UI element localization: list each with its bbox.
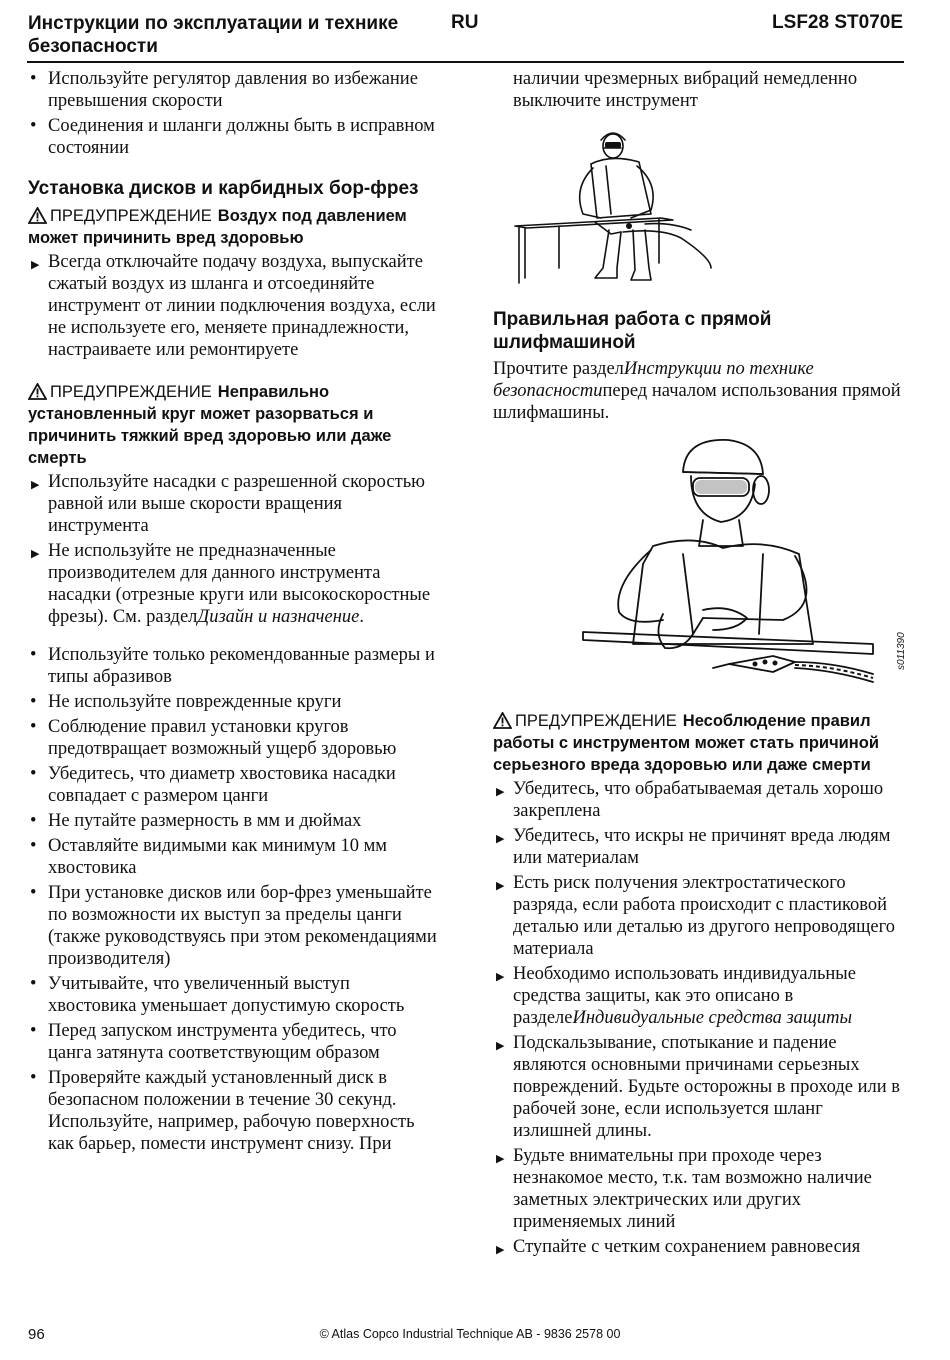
list-item-text: Убедитесь, что обрабатываемая деталь хорошо закреплена bbox=[513, 779, 884, 821]
intro-text: перед началом использования прямой шлифмашины. bbox=[493, 381, 901, 423]
list-item: ▶ Будьте внимательны при проходе через незнакомое место, т.к. там возможно наличие заметных электрических или других применяемых линий bbox=[496, 1146, 872, 1232]
warning-block bbox=[493, 710, 905, 776]
list-item: • Соблюдение правил установки кругов предотвращает возможный ущерб здоровью bbox=[30, 717, 397, 759]
left-column bbox=[28, 68, 440, 1158]
list-item-text: Ступайте с четким сохранением равновесия bbox=[513, 1237, 861, 1257]
list-item: ▶ Есть риск получения электростатического разряда, если работа происходит с пластиковой деталью или деталью из другого непроводящего материала bbox=[496, 873, 895, 959]
warning-block bbox=[28, 205, 440, 249]
list-item-text: Оставляйте видимыми как минимум 10 мм хвостовика bbox=[48, 836, 387, 878]
list-item-text: Не используйте поврежденные круги bbox=[48, 692, 342, 712]
warning-triangle-icon bbox=[28, 383, 47, 400]
list-item: ▶ Ступайте с четким сохранением равновесия bbox=[496, 1237, 861, 1257]
list-item-text: Не путайте размерность в мм и дюймах bbox=[48, 811, 362, 831]
list-item-text: Убедитесь, что диаметр хвостовика насадки совпадает с размером цанги bbox=[48, 764, 396, 806]
list-item: • Не используйте поврежденные круги bbox=[30, 692, 342, 712]
list-item: • Оставляйте видимыми как минимум 10 мм хвостовика bbox=[30, 836, 387, 878]
list-item: • Проверяйте каждый установленный диск в безопасном положении в течение 30 секунд. Используйте, например, рабочую поверхность как барьер, помести инструмент снизу. При bbox=[30, 1068, 415, 1154]
list-item: • Учитывайте, что увеличенный выступ хвостовика уменьшает допустимую скорость bbox=[30, 974, 405, 1016]
list-item-text: Убедитесь, что искры не причинят вреда людям или материалам bbox=[513, 826, 891, 868]
warning-label: ПРЕДУПРЕЖДЕНИЕ bbox=[50, 383, 212, 401]
list-item-text: Перед запуском инструмента убедитесь, что цанга затянута соответствующим образом bbox=[48, 1021, 397, 1063]
warning-triangle-icon bbox=[28, 207, 47, 224]
list-item-text: При установке дисков или бор-фрез уменьшайте по возможности их выступ за пределы цанги (также руководствуясь при этом рекомендациями производителя) bbox=[48, 883, 437, 969]
warning-label: ПРЕДУПРЕЖДЕНИЕ bbox=[515, 712, 677, 730]
cross-reference: Инструкции по технике безопасности bbox=[493, 359, 814, 401]
list-item-text: Не используйте не предназначенные производителем для данного инструмента насадки (отрезные круги или высокоскоростные фрезы). См. раздел bbox=[48, 541, 431, 627]
worker-at-table-illustration bbox=[511, 118, 741, 288]
copyright-notice: © Atlas Copco Industrial Technique AB - 9836 2578 00 bbox=[319, 1327, 621, 1341]
warning-text: Воздух под давлением может причинить вред здоровью bbox=[28, 207, 407, 247]
list-item-text: Будьте внимательны при проходе через незнакомое место, т.к. там возможно наличие заметных электрических или других применяемых линий bbox=[513, 1146, 872, 1232]
list-item-text: Необходимо использовать индивидуальные средства защиты, как это описано в разделе bbox=[513, 964, 856, 1028]
list-item: • Соединения и шланги должны быть в исправном состоянии bbox=[30, 116, 435, 158]
list-item: ▶ Необходимо использовать индивидуальные средства защиты, как это описано в разделеИндивидуальные средства защиты bbox=[496, 964, 856, 1028]
list-item-text: Учитывайте, что увеличенный выступ хвостовика уменьшает допустимую скорость bbox=[48, 974, 405, 1016]
cross-reference: Индивидуальные средства защиты bbox=[572, 1008, 853, 1028]
list-item: • Не путайте размерность в мм и дюймах bbox=[30, 811, 362, 831]
continued-text: наличии чрезмерных вибраций немедленно выключите инструмент bbox=[513, 69, 858, 111]
warning-block bbox=[28, 381, 440, 469]
list-item-text: Используйте насадки с разрешенной скоростью равной или выше скорости вращения инструмента bbox=[48, 472, 425, 536]
list-item: ▶ Убедитесь, что обрабатываемая деталь хорошо закреплена bbox=[496, 779, 884, 821]
intro-text: Прочтите раздел bbox=[493, 359, 624, 379]
warning-text: Несоблюдение правил работы с инструментом может стать причиной серьезного вреда здоровью или даже смерти bbox=[493, 712, 879, 774]
list-item: • Используйте регулятор давления во избежание превышения скорости bbox=[30, 69, 418, 111]
warning-text: Неправильно установленный круг может разорваться и причинить тяжкий вред здоровью или даже смерть bbox=[28, 383, 392, 467]
figure-code: s011390 bbox=[896, 632, 907, 670]
list-item-text: Всегда отключайте подачу воздуха, выпускайте сжатый воздух из шланга и отсоединяйте инструмент от линии подключения воздуха, если не используете его, меняете принадлежности, настраиваете или ремонтируете bbox=[48, 252, 436, 360]
list-item: • При установке дисков или бор-фрез уменьшайте по возможности их выступ за пределы цанги (также руководствуясь при этом рекомендациями производителя) bbox=[30, 883, 437, 969]
list-item-text: Соблюдение правил установки кругов предотвращает возможный ущерб здоровью bbox=[48, 717, 397, 759]
page-number: 96 bbox=[28, 1326, 45, 1343]
list-item: ▶ Используйте насадки с разрешенной скоростью равной или выше скорости вращения инструмента bbox=[31, 472, 425, 536]
list-item-text: Соединения и шланги должны быть в исправном состоянии bbox=[48, 116, 435, 158]
list-item: ▶ Убедитесь, что искры не причинят вреда людям или материалам bbox=[496, 826, 891, 868]
warning-label: ПРЕДУПРЕЖДЕНИЕ bbox=[50, 207, 212, 225]
section-heading-work: Правильная работа с прямой шлифмашиной bbox=[493, 309, 772, 353]
cross-reference: Дизайн и назначение bbox=[197, 607, 360, 627]
list-item: • Используйте только рекомендованные размеры и типы абразивов bbox=[30, 645, 435, 687]
right-column bbox=[493, 68, 905, 1261]
list-item: ▶ Всегда отключайте подачу воздуха, выпускайте сжатый воздух из шланга и отсоединяйте инструмент от линии подключения воздуха, если не используете его, меняете принадлежности, настраиваете или ремонтируете bbox=[31, 252, 436, 360]
document-title: Инструкции по эксплуатации и технике безопасности bbox=[28, 13, 399, 57]
header-divider bbox=[27, 61, 904, 63]
list-item-text: . bbox=[359, 607, 364, 627]
list-item: ▶ Подскальзывание, спотыкание и падение являются основными причинами серьезных повреждений. Будьте осторожны в проходе или в рабочей зоне, если используется шланг излишней длины. bbox=[496, 1033, 901, 1141]
list-item: ▶ Не используйте не предназначенные производителем для данного инструмента насадки (отрезные круги или высокоскоростные фрезы). См. разделДизайн и назначение. bbox=[31, 541, 431, 627]
language-code: RU bbox=[451, 12, 479, 33]
list-item-text: Используйте регулятор давления во избежание превышения скорости bbox=[48, 69, 418, 111]
figure-wrapper bbox=[493, 434, 905, 692]
list-item: • Перед запуском инструмента убедитесь, что цанга затянута соответствующим образом bbox=[30, 1021, 397, 1063]
warning-triangle-icon bbox=[493, 712, 512, 729]
list-item-text: Используйте только рекомендованные размеры и типы абразивов bbox=[48, 645, 435, 687]
list-item-text: Проверяйте каждый установленный диск в безопасном положении в течение 30 секунд. Используйте, например, рабочую поверхность как барьер, помести инструмент снизу. При bbox=[48, 1068, 415, 1154]
section-heading-install: Установка дисков и карбидных бор-фрез bbox=[28, 178, 419, 199]
worker-with-grinder-illustration bbox=[533, 434, 883, 684]
list-item-text: Есть риск получения электростатического разряда, если работа происходит с пластиковой деталью или деталью из другого непроводящего материала bbox=[513, 873, 895, 959]
intro-paragraph bbox=[493, 358, 905, 424]
list-item: • Убедитесь, что диаметр хвостовика насадки совпадает с размером цанги bbox=[30, 764, 396, 806]
model-number: LSF28 ST070E bbox=[772, 12, 903, 33]
list-item-text: Подскальзывание, спотыкание и падение являются основными причинами серьезных повреждений. Будьте осторожны в проходе или в рабочей зоне, если используется шланг излишней длины. bbox=[513, 1033, 901, 1141]
